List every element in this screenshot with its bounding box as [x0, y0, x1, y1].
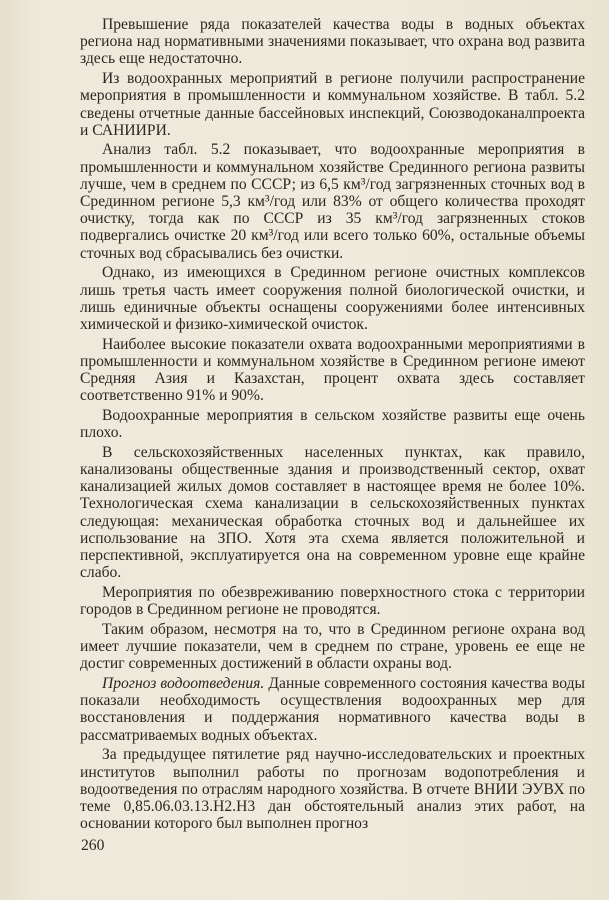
paragraph-forecast: Прогноз водоотведения. Данные современного состояния качества воды показали необходимость осуществления водоохранных мер для восстановления и поддержания нормативного качества воды в рассматриваемых водных объектах.: [80, 675, 585, 744]
paragraph-treatment-complexes: Однако, из имеющихся в Срединном регионе очистных комплексов лишь третья часть имеет сооружения полной биологической очистки, и лишь единичные объекты оснащены сооружениями более интенсивных химической и физико-химической очисток.: [80, 264, 585, 333]
paragraph-measures: Из водоохранных мероприятий в регионе получили распространение мероприятия в промышленности и коммунальном хозяйстве. В табл. 5.2 сведены отчетные данные бассейновых инспекций, Союзводоканалпроекта и САНИИРИ.: [80, 70, 585, 139]
paragraph-conclusion: Таким образом, несмотря на то, что в Срединном регионе охрана вод имеет лучшие показатели, чем в среднем по стране, уровень ее еще не достиг современных достижений в области охраны вод.: [80, 620, 585, 673]
paragraph-rural-sewerage: В сельскохозяйственных населенных пунктах, как правило, канализованы общественные здания и производственный сектор, охват канализацией жилых домов составляет в настоящее время не более 10%. Технологическая схема канализации в сельскохозяйственных пунктах следующая: механическая обработка сточных вод и дальнейшее их использование на ЗПО. Хотя эта схема является положительной и перспективной, эксплуатируется она на современном уровне еще крайне слабо.: [80, 443, 585, 582]
forecast-heading: Прогноз водоотведения.: [102, 675, 265, 693]
paragraph-surface-runoff: Мероприятия по обезвреживанию поверхностного стока с территории городов в Срединном регионе не проводятся.: [80, 584, 585, 619]
page-number: 260: [81, 837, 105, 854]
paragraph-water-quality: Превышение ряда показателей качества воды в водных объектах региона над нормативными значениями показывает, что охрана вод развита здесь еще недостаточно.: [80, 16, 585, 68]
body-text: [80, 16, 585, 835]
paragraph-agriculture: Водоохранные мероприятия в сельском хозяйстве развиты еще очень плохо.: [80, 406, 585, 442]
paragraph-analysis-table: Анализ табл. 5.2 показывает, что водоохранные мероприятия в промышленности и коммунальном хозяйстве Срединного региона развиты лучше, чем в среднем по СССР; из 6,5 км³/год загрязненных сточных вод в Срединном регионе 5,3 км³/год или 83% от общего количества проходят очистку, тогда как по СССР из 35 км³/год загрязненных стоков подвергались очистке 20 км³/год или всего только 60%, остальные объемы сточных вод сбрасывались без очистки.: [80, 141, 585, 262]
paragraph-coverage: Наиболее высокие показатели охвата водоохранными мероприятиями в промышленности и коммунальном хозяйстве в Срединном регионе имеют Средняя Азия и Казахстан, процент охвата здесь составляет соответственно 91% и 90%.: [80, 335, 585, 405]
paragraph-research: За предыдущее пятилетие ряд научно-исследовательских и проектных институтов выполнил работы по прогнозам водопотребления и водоотведения по отраслям народного хозяйства. В отчете ВНИИ ЭУВХ по теме 0,85.06.03.13.Н2.Н3 дан обстоятельный анализ этих работ, на основании которого был выполнен прогноз: [80, 746, 585, 833]
